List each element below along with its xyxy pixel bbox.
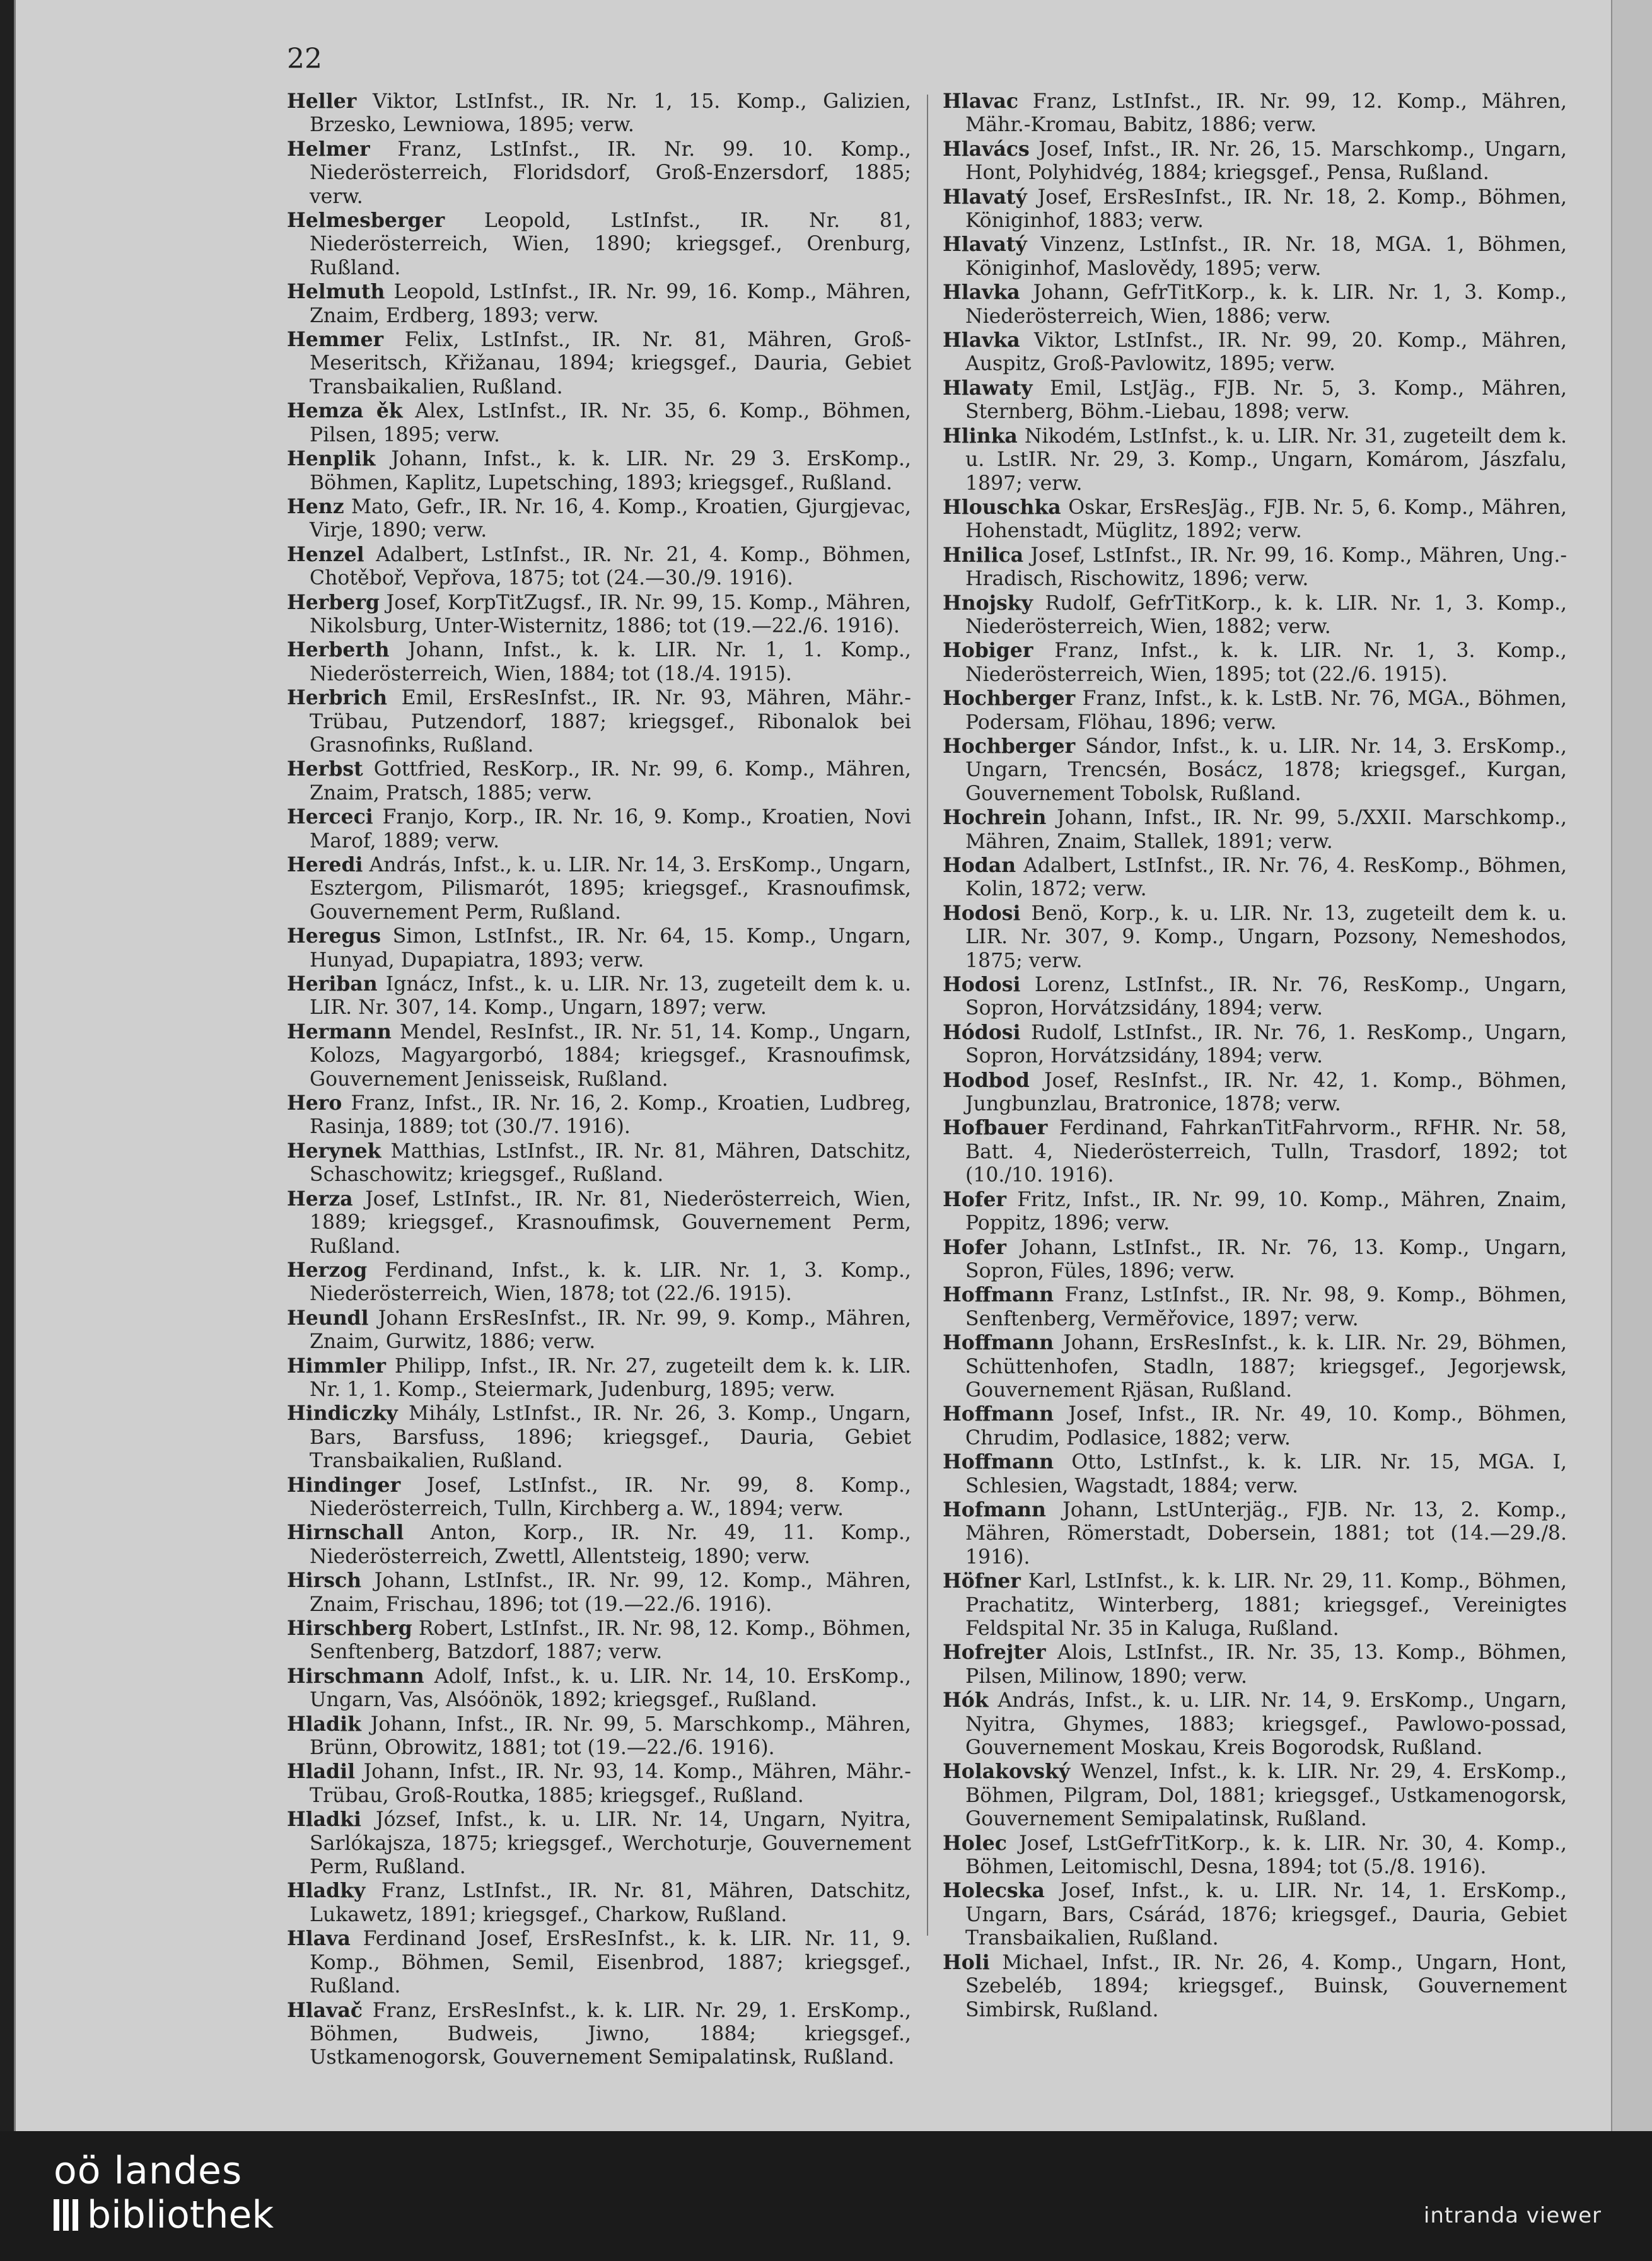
register-entry <box>943 1021 1567 1069</box>
entry-details: Ferdinand Josef, ErsResInfst., k. k. LIR. Nr. 11, 9. Komp., Böhmen, Semil, Eisenbrod, 1887; kriegsgef., Rußland. <box>310 1927 911 1998</box>
entry-details: Johann, LstInfst., IR. Nr. 99, 12. Komp., Mähren, Znaim, Frischau, 1896; tot (19.—22./6. 1916). <box>310 1569 912 1616</box>
register-entry <box>287 90 911 137</box>
entry-surname: Heregus <box>287 924 381 948</box>
entry-details: Josef, Infst., IR. Nr. 26, 15. Marschkomp., Ungarn, Hont, Polyhidvég, 1884; kriegsgef., Pensa, Rußland. <box>965 137 1568 185</box>
register-entry <box>943 902 1567 973</box>
entry-details: András, Infst., k. u. LIR. Nr. 14, 9. ErsKomp., Ungarn, Nyitra, Ghymes, 1883; kriegsgef., Pawlowo-possad, Gouvernement Moskau, Kreis Bogorodsk, Rußland. <box>965 1689 1568 1760</box>
entry-surname: Hladil <box>287 1760 356 1784</box>
entry-details: Josef, LstInfst., IR. Nr. 99, 8. Komp., Niederösterreich, Tulln, Kirchberg a. W., 1894; verw. <box>310 1473 911 1520</box>
register-entry <box>287 591 911 639</box>
entry-surname: Henzel <box>287 542 364 566</box>
entry-surname: Herberth <box>287 638 390 662</box>
register-entry <box>287 209 911 280</box>
entry-details: Johann ErsResInfst., IR. Nr. 99, 9. Komp., Mähren, Znaim, Gurwitz, 1886; verw. <box>310 1306 912 1354</box>
entry-surname: Hofmann <box>943 1497 1046 1521</box>
entry-details: Josef, Infst., IR. Nr. 49, 10. Komp., Böhmen, Chrudim, Podlasice, 1882; verw. <box>965 1403 1567 1450</box>
entry-surname: Hermann <box>287 1020 392 1043</box>
register-entry <box>287 1306 911 1354</box>
entry-details: Michael, Infst., IR. Nr. 26, 4. Komp., Ungarn, Hont, Szebeléb, 1894; kriegsgef., Buinsk, Gouvernement Simbirsk, Rußland. <box>965 1951 1567 2021</box>
entry-details: Josef, KorpTitZugsf., IR. Nr. 99, 15. Komp., Mähren, Nikolsburg, Unter-Wisternitz, 1886; tot (19.—22./6. 1916). <box>310 591 911 637</box>
entry-surname: Heredi <box>287 853 363 876</box>
entry-surname: Hlavács <box>943 137 1030 161</box>
register-entry <box>943 1236 1567 1284</box>
page-number: 22 <box>287 43 322 75</box>
entry-details: Simon, LstInfst., IR. Nr. 64, 15. Komp., Ungarn, Hunyad, Dupapiatra, 1893; verw. <box>310 925 911 972</box>
register-entry <box>943 281 1567 328</box>
page-edge <box>1611 0 1652 2131</box>
register-entry <box>943 735 1567 806</box>
entry-surname: Hodan <box>943 854 1016 877</box>
entry-details: Josef, ResInfst., IR. Nr. 42, 1. Komp., Böhmen, Jungbunzlau, Bratronice, 1878; verw. <box>965 1069 1567 1116</box>
entry-details: Adalbert, LstInfst., IR. Nr. 21, 4. Komp., Böhmen, Chotěboř, Vepřova, 1875; tot (24.—30./9. 1916). <box>310 543 912 590</box>
entry-surname: Hirsch <box>287 1569 362 1593</box>
entry-details: Alex, LstInfst., IR. Nr. 35, 6. Komp., Böhmen, Pilsen, 1895; verw. <box>310 400 912 446</box>
register-entry <box>943 233 1567 281</box>
register-entry <box>287 495 911 543</box>
register-entry <box>287 757 911 805</box>
entry-details: Johann, Infst., k. k. LIR. Nr. 29 3. ErsKomp., Böhmen, Kaplitz, Lupetsching, 1893; kriegsgef., Rußland. <box>310 448 912 494</box>
entry-surname: Hoffmann <box>943 1331 1054 1355</box>
register-entry <box>943 1951 1567 2022</box>
entry-details: Sándor, Infst., k. u. LIR. Nr. 14, 3. ErsKomp., Ungarn, Trencsén, Bosácz, 1878; kriegsgef., Kurgan, Gouvernement Tobolsk, Rußland. <box>965 735 1567 805</box>
entry-details: Matthias, LstInfst., IR. Nr. 81, Mähren, Datschitz, Schaschowitz; kriegsgef., Rußland. <box>310 1139 911 1187</box>
entry-details: Johann, LstInfst., IR. Nr. 76, 13. Komp., Ungarn, Sopron, Füles, 1896; verw. <box>965 1236 1567 1282</box>
entry-surname: Heller <box>287 90 357 113</box>
register-entry <box>943 854 1567 902</box>
register-entry <box>943 1688 1567 1760</box>
entry-surname: Henz <box>287 494 344 518</box>
register-entry <box>943 1116 1567 1187</box>
register-entry <box>943 687 1567 735</box>
right-column <box>943 90 1567 2022</box>
entry-details: Philipp, Infst., IR. Nr. 27, zugeteilt dem k. k. LIR. Nr. 1, 1. Komp., Steiermark, Judenburg, 1895; verw. <box>310 1354 912 1401</box>
entry-surname: Herza <box>287 1187 353 1211</box>
register-entry <box>943 973 1567 1021</box>
entry-details: Emil, ErsResInfst., IR. Nr. 93, Mähren, Mähr.-Trübau, Putzendorf, 1887; kriegsgef., Ribonalok bei Grasnofinks, Rußland. <box>310 687 912 757</box>
entry-details: Karl, LstInfst., k. k. LIR. Nr. 29, 11. Komp., Böhmen, Prachatitz, Winterberg, 1881; kriegsgef., Vereinigtes Feldspital Nr. 35 in Kaluga, Rußland. <box>965 1570 1567 1640</box>
library-logo-line1[interactable]: oö landes <box>54 2149 243 2193</box>
entry-details: Josef, Infst., k. u. LIR. Nr. 14, 1. ErsKomp., Ungarn, Bars, Csárád, 1876; kriegsgef., Dauria, Gebiet Transbaikalien, Rußland. <box>965 1880 1567 1950</box>
entry-details: András, Infst., k. u. LIR. Nr. 14, 3. ErsKomp., Ungarn, Esztergom, Pilismarót, 1895; kriegsgef., Krasnoufimsk, Gouvernement Perm, Rußland. <box>310 854 912 924</box>
entry-surname: Hlinka <box>943 424 1018 448</box>
left-column <box>287 90 911 2070</box>
entry-surname: Hlavatý <box>943 185 1027 209</box>
entry-surname: Hofer <box>943 1235 1006 1259</box>
register-entry <box>287 924 911 972</box>
entry-surname: Hero <box>287 1091 342 1115</box>
entry-surname: Holakovský <box>943 1760 1071 1784</box>
entry-details: Lorenz, LstInfst., IR. Nr. 76, ResKomp., Ungarn, Sopron, Horvátzsidány, 1894; verw. <box>965 974 1568 1020</box>
register-entry <box>287 1473 911 1521</box>
entry-details: Josef, LstInfst., IR. Nr. 99, 16. Komp., Mähren, Ung.-Hradisch, Rischowitz, 1896; verw. <box>965 543 1568 591</box>
column-divider <box>927 95 928 1936</box>
entry-details: Leopold, LstInfst., IR. Nr. 99, 16. Komp., Mähren, Znaim, Erdberg, 1893; verw. <box>310 281 912 327</box>
entry-surname: Hlavka <box>943 281 1020 305</box>
entry-surname: Hladki <box>287 1808 361 1832</box>
register-entry <box>287 638 911 686</box>
entry-surname: Helmer <box>287 137 370 161</box>
entry-surname: Herbst <box>287 757 363 781</box>
register-entry <box>287 1665 911 1712</box>
entry-surname: Hlava <box>287 1927 351 1951</box>
entry-details: Ferdinand, Infst., k. k. LIR. Nr. 1, 3. Komp., Niederösterreich, Wien, 1878; tot (22./6. 1915). <box>310 1258 912 1306</box>
entry-details: Franz, LstInfst., IR. Nr. 81, Mähren, Datschitz, Lukawetz, 1891; kriegsgef., Charkow, Rußland. <box>310 1880 911 1926</box>
entry-surname: Herceci <box>287 805 373 829</box>
entry-details: Johann, Infst., IR. Nr. 93, 14. Komp., Mähren, Mähr.-Trübau, Groß-Routka, 1885; kriegsgef., Rußland. <box>310 1760 912 1807</box>
entry-surname: Hódosi <box>943 1020 1021 1044</box>
entry-surname: Hochrein <box>943 806 1047 830</box>
entry-surname: Hochberger <box>943 734 1076 758</box>
register-entry <box>943 1569 1567 1641</box>
register-entry <box>287 1258 911 1306</box>
register-entry <box>943 639 1567 687</box>
entry-details: Johann, GefrTitKorp., k. k. LIR. Nr. 1, 3. Komp., Niederösterreich, Wien, 1886; verw. <box>965 281 1567 328</box>
entry-surname: Holecska <box>943 1879 1045 1903</box>
entry-surname: Hemza ěk <box>287 399 403 423</box>
register-entry <box>287 853 911 924</box>
entry-details: Rudolf, LstInfst., IR. Nr. 76, 1. ResKomp., Ungarn, Sopron, Horvátzsidány, 1894; verw. <box>965 1021 1567 1068</box>
entry-surname: Hofer <box>943 1187 1006 1211</box>
register-entry <box>943 1879 1567 1950</box>
entry-surname: Hók <box>943 1688 989 1712</box>
entry-details: Franz, Infst., IR. Nr. 16, 2. Komp., Kroatien, Ludbreg, Rasinja, 1889; tot (30./7. 1916). <box>310 1092 911 1139</box>
register-entry <box>287 1020 911 1091</box>
entry-surname: Hlavatý <box>943 233 1027 257</box>
library-logo-text: bibliothek <box>87 2193 274 2237</box>
register-entry <box>287 805 911 853</box>
entry-details: Franz, LstInfst., IR. Nr. 98, 9. Komp., Böhmen, Senftenberg, Vermĕřovice, 1897; verw. <box>965 1284 1567 1330</box>
entry-surname: Herynek <box>287 1139 381 1163</box>
entry-details: Emil, LstJäg., FJB. Nr. 5, 3. Komp., Mähren, Sternberg, Böhm.-Liebau, 1898; verw. <box>965 376 1568 424</box>
entry-details: Josef, ErsResInfst., IR. Nr. 18, 2. Komp., Böhmen, Königinhof, 1883; verw. <box>965 185 1568 233</box>
register-entry <box>287 543 911 591</box>
entry-details: Franz, Infst., k. k. LstB. Nr. 76, MGA., Böhmen, Podersam, Flöhau, 1896; verw. <box>965 687 1567 734</box>
register-entry <box>287 280 911 328</box>
register-entry <box>287 686 911 757</box>
entry-surname: Hodbod <box>943 1068 1030 1092</box>
entry-surname: Hladky <box>287 1879 366 1903</box>
entry-details: Ferdinand, FahrkanTitFahrvorm., RFHR. Nr. 58, Batt. 4, Niederösterreich, Tulln, Trasdorf, 1892; tot (10./10. 1916). <box>965 1117 1568 1187</box>
register-entry <box>287 1808 911 1879</box>
entry-surname: Hoffmann <box>943 1450 1054 1474</box>
entry-details: Gottfried, ResKorp., IR. Nr. 99, 6. Komp., Mähren, Znaim, Pratsch, 1885; verw. <box>310 758 911 805</box>
register-entry <box>287 1091 911 1139</box>
entry-surname: Hirschmann <box>287 1664 424 1688</box>
register-entry <box>287 1569 911 1617</box>
entry-details: József, Infst., k. u. LIR. Nr. 14, Ungarn, Nyitra, Sarlókajsza, 1875; kriegsgef., Werchoturje, Gouvernement Perm, Rußland. <box>310 1808 911 1879</box>
entry-surname: Holec <box>943 1831 1007 1855</box>
entry-surname: Helmuth <box>287 280 385 304</box>
entry-surname: Hlouschka <box>943 495 1061 519</box>
entry-details: Johann, Infst., k. k. LIR. Nr. 1, 1. Komp., Niederösterreich, Wien, 1884; tot (18./4. 1915). <box>310 639 912 685</box>
register-entry <box>287 1999 911 2070</box>
register-entry <box>943 1641 1567 1688</box>
entry-details: Oskar, ErsResJäg., FJB. Nr. 5, 6. Komp., Mähren, Hohenstadt, Müglitz, 1892; verw. <box>965 496 1568 543</box>
entry-details: Felix, LstInfst., IR. Nr. 81, Mähren, Groß-Meseritsch, Křižanau, 1894; kriegsgef., Dauria, Gebiet Transbaikalien, Rußland. <box>310 328 911 398</box>
register-entry <box>943 376 1567 424</box>
entry-surname: Hoffmann <box>943 1402 1054 1426</box>
register-entry <box>287 1402 911 1473</box>
register-entry <box>943 543 1567 591</box>
entry-surname: Holi <box>943 1950 990 1974</box>
register-entry <box>287 1760 911 1808</box>
register-entry <box>287 1521 911 1569</box>
register-entry <box>943 806 1567 854</box>
entry-details: Mato, Gefr., IR. Nr. 16, 4. Komp., Kroatien, Gjurgjevac, Virje, 1890; verw. <box>310 495 912 542</box>
register-entry <box>943 1760 1567 1831</box>
entry-surname: Hnojsky <box>943 591 1033 615</box>
entry-surname: Hindinger <box>287 1473 401 1497</box>
entry-details: Adalbert, LstInfst., IR. Nr. 76, 4. ResKomp., Böhmen, Kolin, 1872; verw. <box>965 854 1567 901</box>
entry-surname: Herbrich <box>287 686 388 710</box>
register-entry <box>943 496 1567 543</box>
entry-surname: Hlavač <box>287 1998 363 2022</box>
register-entry <box>287 1617 911 1665</box>
register-entry <box>943 328 1567 376</box>
entry-details: Franz, Infst., k. k. LIR. Nr. 1, 3. Komp., Niederösterreich, Wien, 1895; tot (22./6. 1915). <box>965 639 1567 686</box>
entry-surname: Hodosi <box>943 973 1021 997</box>
entry-details: Rudolf, GefrTitKorp., k. k. LIR. Nr. 1, 3. Komp., Niederösterreich, Wien, 1882; verw. <box>965 591 1568 638</box>
entry-surname: Hofrejter <box>943 1641 1046 1665</box>
register-entry <box>943 1283 1567 1331</box>
entry-details: Viktor, LstInfst., IR. Nr. 99, 20. Komp., Mähren, Auspitz, Groß-Pavlowitz, 1895; verw. <box>965 329 1568 376</box>
entry-details: Johann, Infst., IR. Nr. 99, 5./XXII. Marschkomp., Mähren, Znaim, Stallek, 1891; verw. <box>965 806 1567 853</box>
entry-surname: Hlawaty <box>943 376 1033 400</box>
viewer-brand-label[interactable]: intranda viewer <box>1423 2203 1602 2228</box>
entry-details: Adolf, Infst., k. u. LIR. Nr. 14, 10. ErsKomp., Ungarn, Vas, Alsóönök, 1892; kriegsgef., Rußland. <box>310 1665 911 1712</box>
entry-details: Josef, LstInfst., IR. Nr. 81, Niederösterreich, Wien, 1889; kriegsgef., Krasnoufimsk, Gouvernement Perm, Rußland. <box>310 1187 911 1258</box>
entry-surname: Heriban <box>287 972 378 996</box>
entry-details: Anton, Korp., IR. Nr. 49, 11. Komp., Niederösterreich, Zwettl, Allentsteig, 1890; verw. <box>310 1521 911 1568</box>
entry-details: Franz, ErsResInfst., k. k. LIR. Nr. 29, 1. ErsKomp., Böhmen, Budweis, Jiwno, 1884; kriegsgef., Ustkamenogorsk, Gouvernement Semipalatinsk, Rußland. <box>310 1999 912 2069</box>
entry-surname: Hlavac <box>943 90 1019 113</box>
library-logo-line2[interactable] <box>54 2193 274 2237</box>
entry-surname: Hlavka <box>943 328 1020 352</box>
register-entry <box>943 1498 1567 1569</box>
entry-details: Johann, LstUnterjäg., FJB. Nr. 13, 2. Komp., Mähren, Römerstadt, Dobersein, 1881; tot (14.—29./8. 1916). <box>965 1498 1567 1569</box>
entry-details: Franz, LstInfst., IR. Nr. 99, 12. Komp., Mähren, Mähr.-Kromau, Babitz, 1886; verw. <box>965 90 1568 137</box>
entry-surname: Herzog <box>287 1258 368 1282</box>
entry-details: Nikodém, LstInfst., k. u. LIR. Nr. 31, zugeteilt dem k. u. LstIR. Nr. 29, 3. Komp., Ungarn, Komárom, Jászfalu, 1897; verw. <box>965 424 1567 495</box>
entry-surname: Hoffmann <box>943 1283 1054 1307</box>
register-entry <box>287 1354 911 1402</box>
register-entry <box>943 1450 1567 1498</box>
register-entry <box>287 1927 911 1998</box>
entry-surname: Hemmer <box>287 328 384 352</box>
entry-surname: Hirnschall <box>287 1521 404 1545</box>
entry-surname: Heundl <box>287 1306 369 1330</box>
entry-surname: Hochberger <box>943 687 1076 711</box>
register-entry <box>943 1331 1567 1402</box>
register-entry <box>287 972 911 1020</box>
entry-surname: Hofbauer <box>943 1116 1048 1140</box>
register-entry <box>943 137 1567 185</box>
entry-details: Vinzenz, LstInfst., IR. Nr. 18, MGA. 1, Böhmen, Königinhof, Maslovědy, 1895; verw. <box>965 233 1567 280</box>
register-entry <box>287 1879 911 1927</box>
entry-details: Viktor, LstInfst., IR. Nr. 1, 15. Komp., Galizien, Brzesko, Lewniowa, 1895; verw. <box>310 90 912 137</box>
entry-details: Franjo, Korp., IR. Nr. 16, 9. Komp., Kroatien, Novi Marof, 1889; verw. <box>310 806 912 852</box>
entry-details: Fritz, Infst., IR. Nr. 99, 10. Komp., Mähren, Znaim, Poppitz, 1896; verw. <box>965 1188 1567 1235</box>
entry-details: Johann, Infst., IR. Nr. 99, 5. Marschkomp., Mähren, Brünn, Obrowitz, 1881; tot (19.—22./6. 1916). <box>310 1712 911 1760</box>
entry-surname: Hnilica <box>943 543 1024 567</box>
entry-surname: Hladik <box>287 1712 361 1736</box>
entry-details: Leopold, LstInfst., IR. Nr. 81, Niederösterreich, Wien, 1890; kriegsgef., Orenburg, Rußland. <box>310 209 911 279</box>
entry-surname: Helmesberger <box>287 209 445 233</box>
entry-surname: Herberg <box>287 590 380 614</box>
register-entry <box>943 90 1567 137</box>
entry-surname: Henplik <box>287 447 376 471</box>
entry-surname: Hindiczky <box>287 1402 398 1426</box>
register-entry <box>943 1188 1567 1236</box>
entry-details: Mihály, LstInfst., IR. Nr. 26, 3. Komp., Ungarn, Bars, Barsfuss, 1896; kriegsgef., Dauria, Gebiet Transbaikalien, Rußland. <box>310 1402 911 1473</box>
register-entry <box>287 1139 911 1187</box>
register-entry <box>287 1187 911 1258</box>
entry-details: Otto, LstInfst., k. k. LIR. Nr. 15, MGA. I, Schlesien, Wagstadt, 1884; verw. <box>965 1451 1567 1497</box>
register-entry <box>287 447 911 495</box>
entry-details: Franz, LstInfst., IR. Nr. 99. 10. Komp., Niederösterreich, Floridsdorf, Groß-Enzersdorf, 1885; verw. <box>310 137 911 208</box>
register-entry <box>287 328 911 399</box>
register-entry <box>287 399 911 447</box>
entry-surname: Hirschberg <box>287 1617 412 1640</box>
library-logo-icon <box>54 2199 78 2231</box>
entry-surname: Höfner <box>943 1569 1021 1593</box>
entry-details: Josef, LstGefrTitKorp., k. k. LIR. Nr. 30, 4. Komp., Böhmen, Leitomischl, Desna, 1894; tot (5./8. 1916). <box>965 1832 1567 1879</box>
entry-details: Robert, LstInfst., IR. Nr. 98, 12. Komp., Böhmen, Senftenberg, Batzdorf, 1887; verw. <box>310 1617 911 1664</box>
register-entry <box>287 1712 911 1760</box>
register-entry <box>287 137 911 209</box>
entry-surname: Hobiger <box>943 639 1033 663</box>
entry-details: Alois, LstInfst., IR. Nr. 35, 13. Komp., Böhmen, Pilsen, Milinow, 1890; verw. <box>965 1641 1567 1688</box>
register-entry <box>943 1069 1567 1117</box>
entry-details: Mendel, ResInfst., IR. Nr. 51, 14. Komp., Ungarn, Kolozs, Magyargorbó, 1884; kriegsgef., Krasnoufimsk, Gouvernement Jenisseisk, Rußland. <box>310 1020 911 1091</box>
entry-details: Johann, ErsResInfst., k. k. LIR. Nr. 29, Böhmen, Schüttenhofen, Stadln, 1887; kriegsgef., Jegorjewsk, Gouvernement Rjäsan, Rußland. <box>965 1332 1568 1402</box>
register-entry <box>943 1402 1567 1450</box>
entry-details: Benö, Korp., k. u. LIR. Nr. 13, zugeteilt dem k. u. LIR. Nr. 307, 9. Komp., Ungarn, Pozsony, Nemeshodos, 1875; verw. <box>965 902 1567 972</box>
register-entry <box>943 185 1567 233</box>
register-entry <box>943 1832 1567 1880</box>
register-entry <box>943 424 1567 496</box>
entry-surname: Hodosi <box>943 901 1021 925</box>
entry-surname: Himmler <box>287 1354 386 1378</box>
entry-details: Ignácz, Infst., k. u. LIR. Nr. 13, zugeteilt dem k. u. LIR. Nr. 307, 14. Komp., Ungarn, 1897; verw. <box>310 973 911 1020</box>
entry-details: Wenzel, Infst., k. k. LIR. Nr. 29, 4. ErsKomp., Böhmen, Pilgram, Dol, 1881; kriegsgef., Ustkamenogorsk, Gouvernement Semipalatinsk, Rußland. <box>965 1760 1567 1831</box>
register-entry <box>943 591 1567 639</box>
